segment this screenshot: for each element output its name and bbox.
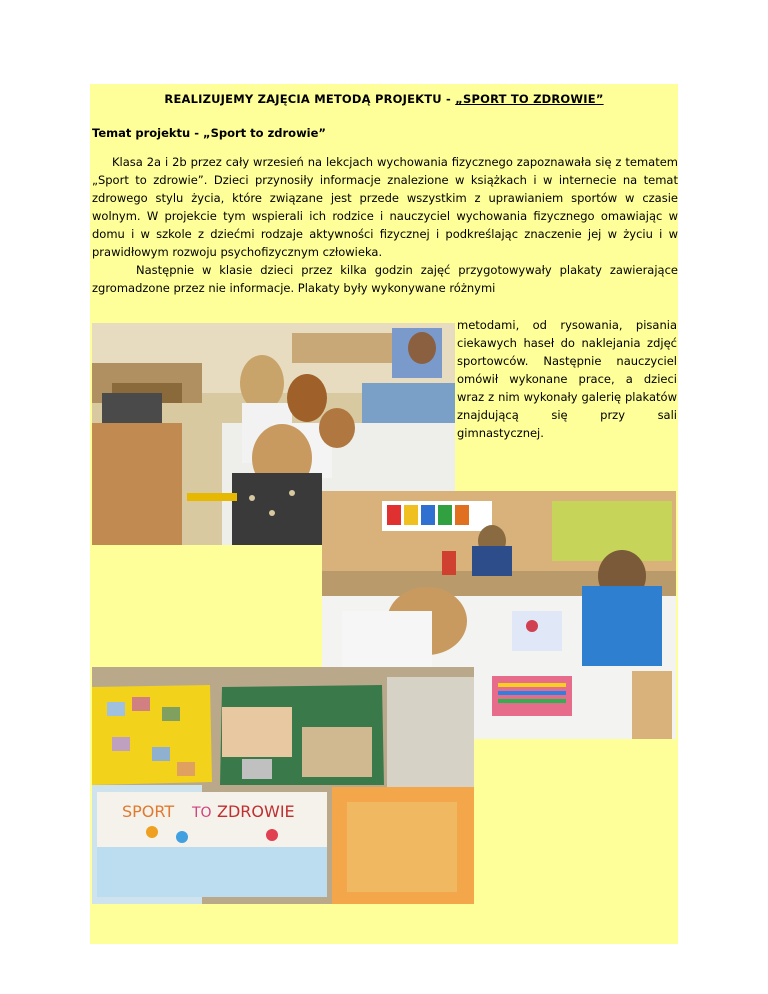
title-prefix: REALIZUJEMY ZAJĘCIA METODĄ PROJEKTU - [164,92,456,106]
poster-text-to: TO [192,805,212,821]
project-topic: Temat projektu - „Sport to zdrowie” [92,126,326,140]
title-project-name: „SPORT TO ZDROWIE” [455,92,604,106]
paragraph-1: Klasa 2a i 2b przez cały wrzesień na lekcjach wychowania fizycznego zapoznawała się z tematem „Sport to zdrowie”. Dzieci przynosiły informacje znalezione w książkach i w internecie na temat zdrowego stylu życia, które związane jest przede wszystkim z uprawianiem sportów w czasie wolnym. W projekcie tym wspierali ich rodzice i nauczyciel wychowania fizycznego omawiając w domu i w szkole z dziećmi rodzaje aktywności fizycznej i podkreślając znaczenie jej w życiu i w prawidłowym rozwoju psychofizycznym człowieka. [92,155,678,259]
main-text [92,153,678,297]
paragraph-2-continued: metodami, od rysowania, pisania ciekawych haseł do naklejania zdjęć sportowców. Następnie nauczyciel omówił wykonane prace, a dzieci wraz z nim wykonały galerię plakatów znajdującą się przy sali gimnastycznej. [457,318,677,440]
photo-posters-gallery [92,667,474,904]
poster-text-sport: SPORT [122,802,175,821]
poster-text-zdrowie: ZDROWIE [217,802,295,821]
paragraph-2: Następnie w klasie dzieci przez kilka godzin zajęć przygotowywały plakaty zawierające zgromadzone przez nie informacje. Plakaty były wykonywane różnymi [92,263,678,295]
page-title [90,92,678,106]
